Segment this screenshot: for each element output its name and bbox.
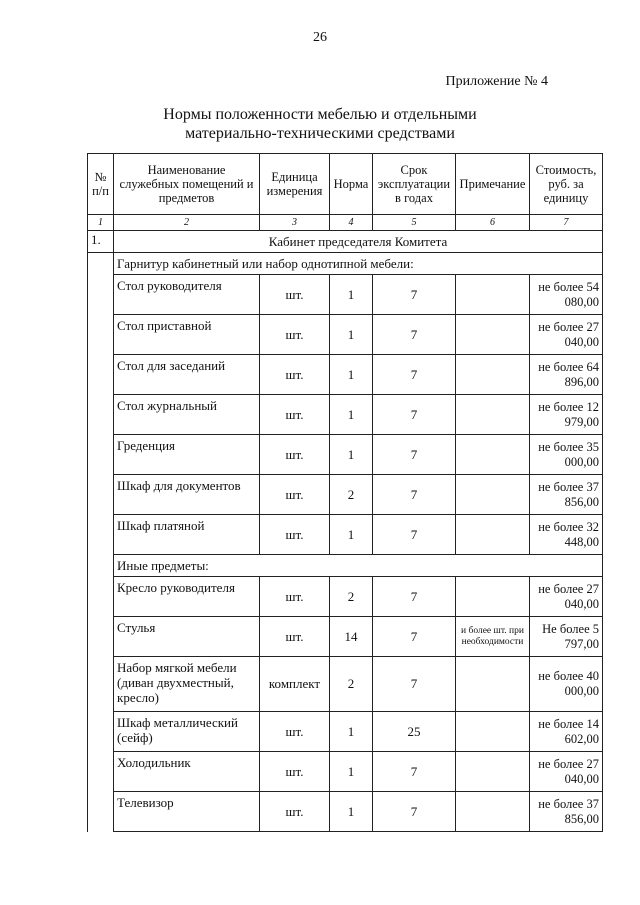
item-note: и более шт. при необходимости [456, 617, 530, 657]
item-unit: шт. [260, 515, 330, 555]
header-cell: № п/п [88, 154, 114, 215]
section-title: Кабинет председателя Комитета [114, 231, 603, 253]
item-note [456, 577, 530, 617]
header-cell: Норма [330, 154, 373, 215]
table-row [88, 395, 603, 435]
item-unit: шт. [260, 577, 330, 617]
column-number: 7 [530, 215, 603, 231]
item-term: 7 [373, 275, 456, 315]
item-norm: 2 [330, 657, 373, 712]
title-line-2: материально-техническими средствами [185, 125, 455, 142]
item-name: Шкаф для документов [114, 475, 260, 515]
item-norm: 1 [330, 395, 373, 435]
item-unit: комплект [260, 657, 330, 712]
column-number: 6 [456, 215, 530, 231]
item-term: 7 [373, 657, 456, 712]
item-note [456, 657, 530, 712]
blank-cell [88, 275, 114, 315]
item-term: 7 [373, 792, 456, 832]
item-name: Шкаф металлический (сейф) [114, 712, 260, 752]
item-note [456, 315, 530, 355]
item-cost: не более 37 856,00 [530, 792, 603, 832]
table-row [88, 435, 603, 475]
item-cost: не более 12 979,00 [530, 395, 603, 435]
item-norm: 1 [330, 315, 373, 355]
table-row [88, 712, 603, 752]
item-unit: шт. [260, 617, 330, 657]
group-title: Иные предметы: [114, 555, 603, 577]
item-name: Кресло руководителя [114, 577, 260, 617]
item-name: Стулья [114, 617, 260, 657]
item-unit: шт. [260, 315, 330, 355]
item-norm: 1 [330, 515, 373, 555]
blank-cell [88, 435, 114, 475]
item-cost: не более 40 000,00 [530, 657, 603, 712]
item-name: Стол приставной [114, 315, 260, 355]
blank-cell [88, 617, 114, 657]
item-unit: шт. [260, 475, 330, 515]
item-cost: не более 37 856,00 [530, 475, 603, 515]
item-cost: не более 54 080,00 [530, 275, 603, 315]
item-norm: 14 [330, 617, 373, 657]
blank-cell [88, 752, 114, 792]
item-term: 25 [373, 712, 456, 752]
item-note [456, 712, 530, 752]
item-norm: 1 [330, 712, 373, 752]
header-row [88, 154, 603, 215]
item-term: 7 [373, 577, 456, 617]
item-name: Греденция [114, 435, 260, 475]
header-cell: Единица измерения [260, 154, 330, 215]
item-cost: Не более 5 797,00 [530, 617, 603, 657]
item-term: 7 [373, 752, 456, 792]
table-row [88, 657, 603, 712]
table-row [88, 315, 603, 355]
item-norm: 1 [330, 275, 373, 315]
column-number: 4 [330, 215, 373, 231]
blank-cell [88, 315, 114, 355]
item-unit: шт. [260, 712, 330, 752]
group-title: Гарнитур кабинетный или набор однотипной мебели: [114, 253, 603, 275]
item-cost: не более 27 040,00 [530, 752, 603, 792]
item-cost: не более 27 040,00 [530, 315, 603, 355]
item-note [456, 355, 530, 395]
item-name: Стол для заседаний [114, 355, 260, 395]
item-cost: не более 32 448,00 [530, 515, 603, 555]
item-cost: не более 14 602,00 [530, 712, 603, 752]
item-cost: не более 35 000,00 [530, 435, 603, 475]
item-cost: не более 64 896,00 [530, 355, 603, 395]
table-row [88, 617, 603, 657]
item-note [456, 475, 530, 515]
column-number: 1 [88, 215, 114, 231]
item-norm: 2 [330, 577, 373, 617]
column-number: 5 [373, 215, 456, 231]
header-cell: Срок эксплуатации в годах [373, 154, 456, 215]
table-row [88, 577, 603, 617]
item-term: 7 [373, 395, 456, 435]
appendix-label: Приложение № 4 [445, 74, 548, 89]
item-note [456, 792, 530, 832]
item-name: Стол журнальный [114, 395, 260, 435]
blank-cell [88, 253, 114, 275]
blank-cell [88, 577, 114, 617]
norms-table [87, 153, 603, 832]
item-cost: не более 27 040,00 [530, 577, 603, 617]
item-name: Телевизор [114, 792, 260, 832]
item-norm: 1 [330, 792, 373, 832]
group-row [88, 555, 603, 577]
item-unit: шт. [260, 435, 330, 475]
group-row [88, 253, 603, 275]
header-cell: Примечание [456, 154, 530, 215]
item-note [456, 435, 530, 475]
blank-cell [88, 395, 114, 435]
item-note [456, 515, 530, 555]
blank-cell [88, 355, 114, 395]
page-number: 26 [313, 30, 327, 45]
item-note [456, 395, 530, 435]
item-norm: 1 [330, 355, 373, 395]
column-number-row [88, 215, 603, 231]
item-term: 7 [373, 435, 456, 475]
blank-cell [88, 712, 114, 752]
item-unit: шт. [260, 752, 330, 792]
table-row [88, 792, 603, 832]
item-term: 7 [373, 355, 456, 395]
section-index: 1. [88, 231, 114, 253]
table-row [88, 475, 603, 515]
item-term: 7 [373, 475, 456, 515]
item-norm: 1 [330, 752, 373, 792]
item-note [456, 275, 530, 315]
item-term: 7 [373, 617, 456, 657]
blank-cell [88, 657, 114, 712]
column-number: 2 [114, 215, 260, 231]
item-name: Стол руководителя [114, 275, 260, 315]
item-unit: шт. [260, 355, 330, 395]
item-term: 7 [373, 515, 456, 555]
blank-cell [88, 475, 114, 515]
column-number: 3 [260, 215, 330, 231]
item-norm: 2 [330, 475, 373, 515]
table-row [88, 355, 603, 395]
item-unit: шт. [260, 275, 330, 315]
blank-cell [88, 515, 114, 555]
blank-cell [88, 555, 114, 577]
table-row [88, 515, 603, 555]
table-row [88, 752, 603, 792]
item-name: Набор мягкой мебели (диван двухместный, кресло) [114, 657, 260, 712]
header-cell: Наименование служебных помещений и предметов [114, 154, 260, 215]
item-norm: 1 [330, 435, 373, 475]
item-name: Холодильник [114, 752, 260, 792]
title-line-1: Нормы положенности мебелью и отдельными [163, 106, 477, 123]
table-row [88, 275, 603, 315]
section-row [88, 231, 603, 253]
item-unit: шт. [260, 792, 330, 832]
item-unit: шт. [260, 395, 330, 435]
header-cell: Стоимость, руб. за единицу [530, 154, 603, 215]
document-title [0, 105, 640, 143]
blank-cell [88, 792, 114, 832]
item-term: 7 [373, 315, 456, 355]
item-name: Шкаф платяной [114, 515, 260, 555]
item-note [456, 752, 530, 792]
